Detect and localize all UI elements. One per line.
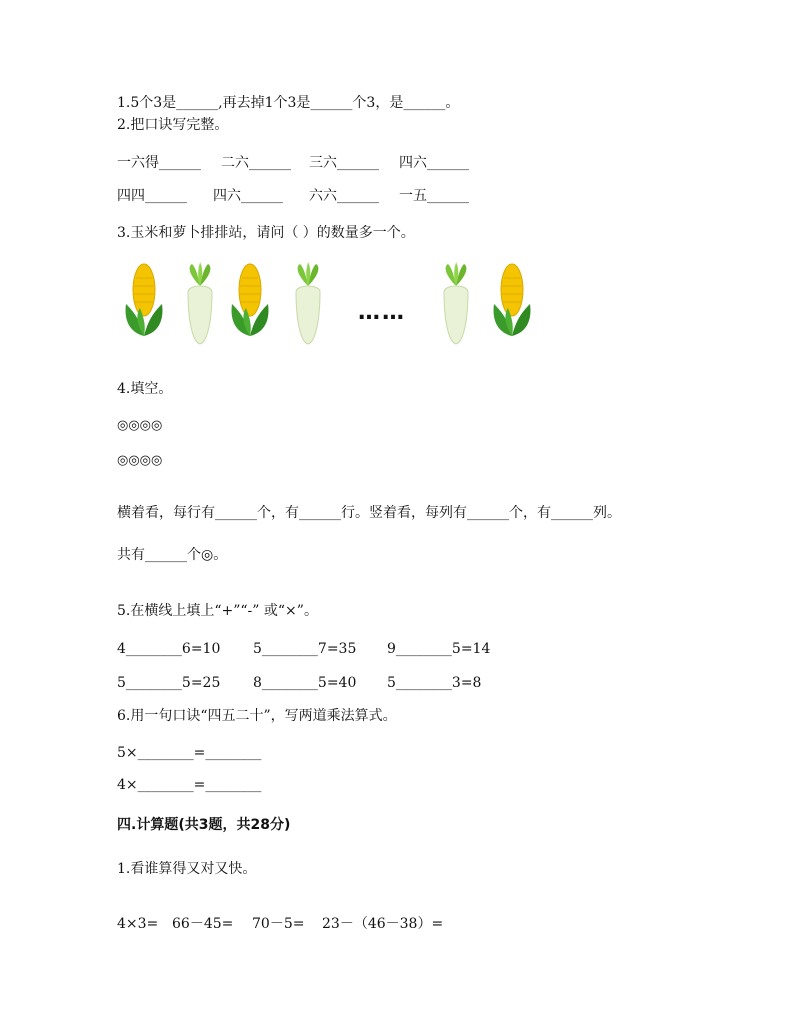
operator-blank-equation: 5________5=25 (117, 675, 221, 691)
question-6-title: 6.用一句口诀“四五二十”，写两道乘法算式。 (117, 708, 397, 724)
question-3-title: 3.玉米和萝卜排排站，请问（ ）的数量多一个。 (117, 225, 415, 241)
operator-blank-equation: 5________7=35 (253, 641, 357, 657)
operator-blank-equation: 9________5=14 (387, 641, 491, 657)
question-4-text-2: 共有______个◎。 (117, 547, 228, 563)
question-2-title: 2.把口诀写完整。 (117, 117, 229, 133)
circles-row-1: ◎◎◎◎ (117, 418, 163, 433)
multiplication-rhyme-blank: 一六得______ (117, 155, 201, 171)
question-5-title: 5.在横线上填上“+”“-” 或“×”。 (117, 603, 318, 619)
radish-icon (288, 262, 328, 346)
multiplication-rhyme-blank: 一五______ (399, 188, 469, 204)
question-4-title: 4.填空。 (117, 381, 173, 397)
multiplication-rhyme-blank: 三六______ (309, 155, 379, 171)
calculation-expression: 23－（46－38）= (322, 916, 444, 932)
sequence-ellipsis: …… (358, 300, 406, 325)
operator-blank-equation: 8________5=40 (253, 675, 357, 691)
operator-blank-equation: 5________3=8 (387, 675, 482, 691)
radish-icon (180, 262, 220, 346)
multiplication-rhyme-blank: 六六______ (309, 188, 379, 204)
section-4-heading: 四.计算题(共3题，共28分) (117, 817, 291, 833)
corn-icon (122, 262, 166, 338)
corn-radish-sequence (118, 262, 538, 348)
radish-icon (436, 262, 476, 346)
question-2-row-1 (117, 154, 469, 172)
question-6-line-2: 4×________=________ (117, 777, 262, 793)
calculation-expression: 66－45= (172, 916, 234, 932)
question-5-row-1 (117, 640, 490, 658)
question-5-row-2 (117, 674, 481, 692)
multiplication-rhyme-blank: 二六______ (221, 155, 291, 171)
calculation-expression: 70－5= (252, 916, 305, 932)
question-1: 1.5个3是______,再去掉1个3是______个3，是______。 (117, 95, 460, 111)
section-4-question-1-title: 1.看谁算得又对又快。 (117, 861, 257, 877)
multiplication-rhyme-blank: 四四______ (117, 188, 187, 204)
multiplication-rhyme-blank: 四六______ (399, 155, 469, 171)
calculation-expressions (117, 915, 443, 933)
corn-icon (490, 262, 534, 338)
corn-icon (228, 262, 272, 338)
operator-blank-equation: 4________6=10 (117, 641, 221, 657)
question-6-line-1: 5×________=________ (117, 745, 262, 761)
calculation-expression: 4×3= (117, 916, 159, 932)
question-4-text-1: 横着看，每行有______个，有______行。竖着看，每列有______个，有______列。 (117, 505, 621, 521)
circles-row-2: ◎◎◎◎ (117, 453, 163, 468)
question-2-row-2 (117, 187, 469, 205)
multiplication-rhyme-blank: 四六______ (213, 188, 283, 204)
